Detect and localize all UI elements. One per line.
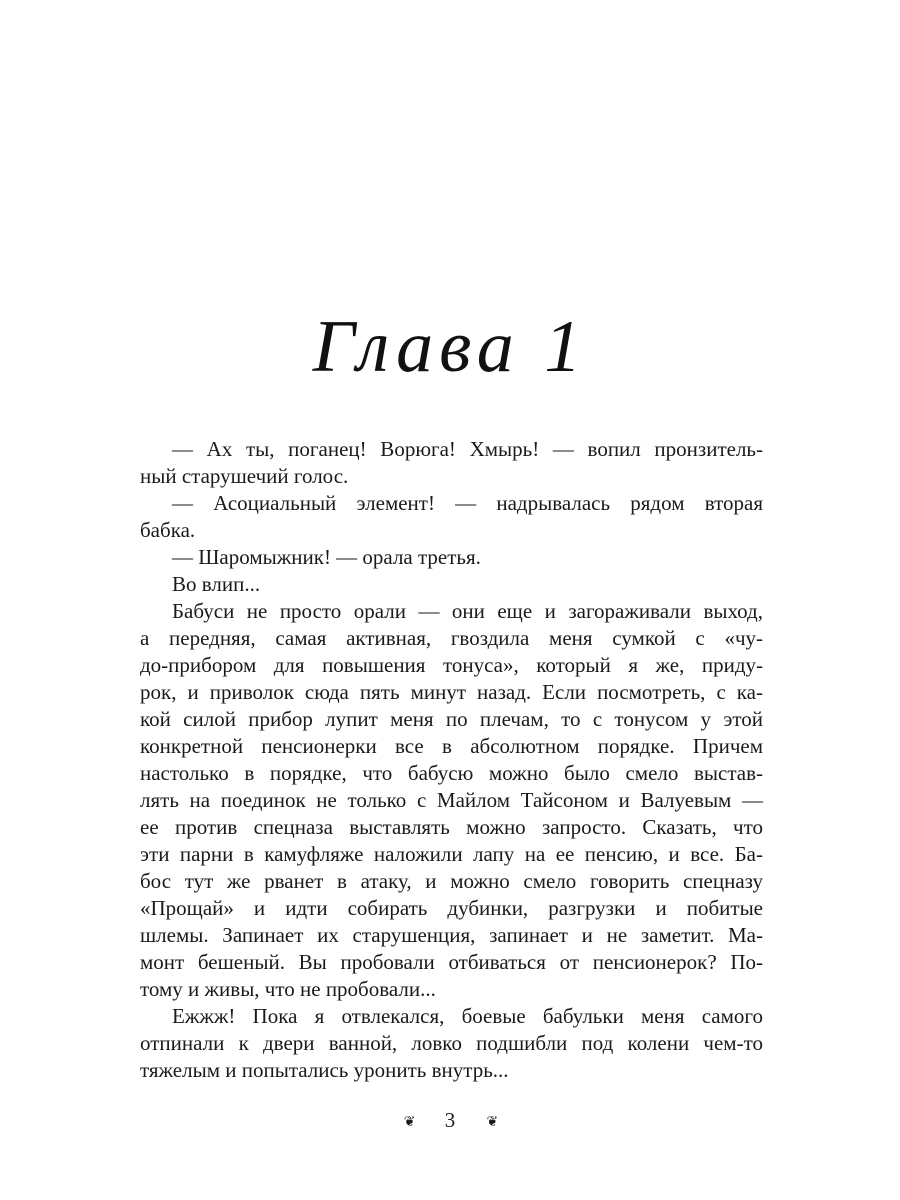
text-line: шлемы. Запинает их старушенция, запинает и не заметит. Ма- xyxy=(140,923,763,947)
text-line: до-прибором для повышения тонуса», который я же, приду- xyxy=(140,653,763,677)
text-line: а передняя, самая активная, гвоздила меня сумкой с «чу- xyxy=(140,626,763,650)
text-line: Ежжж! Пока я отвлекался, боевые бабульки меня самого xyxy=(172,1004,763,1028)
text-line: — Ах ты, поганец! Ворюга! Хмырь! — вопил пронзитель- xyxy=(172,437,763,461)
page-footer xyxy=(0,1108,900,1133)
ornament-right-icon: ❦ xyxy=(486,1114,497,1130)
text-line: кой силой прибор лупит меня по плечам, то с тонусом у этой xyxy=(140,707,763,731)
paragraph xyxy=(140,544,763,571)
text-line: отпинали к двери ванной, ловко подшибли под колени чем-то xyxy=(140,1031,763,1055)
text-line: тяжелым и попытались уронить внутрь... xyxy=(140,1058,509,1082)
text-line: эти парни в камуфляже наложили лапу на ее пенсию, и все. Ба- xyxy=(140,842,763,866)
text-line: Бабуси не просто орали — они еще и загораживали выход, xyxy=(172,599,763,623)
text-line: бабка. xyxy=(140,518,196,542)
page-number: 3 xyxy=(444,1108,456,1132)
text-line: ный старушечий голос. xyxy=(140,464,349,488)
body-text xyxy=(140,436,763,1084)
paragraph xyxy=(140,436,763,490)
text-line: конкретной пенсионерки все в абсолютном порядке. Причем xyxy=(140,734,763,758)
text-line: лять на поединок не только с Майлом Тайсоном и Валуевым — xyxy=(140,788,763,812)
text-line: ее против спецназа выставлять можно запросто. Сказать, что xyxy=(140,815,763,839)
chapter-title: Глава 1 xyxy=(312,305,588,388)
paragraph xyxy=(140,1003,763,1084)
text-line: бос тут же рванет в атаку, и можно смело говорить спецназу xyxy=(140,869,763,893)
ornament-left-icon: ❦ xyxy=(403,1114,414,1130)
text-line: — Асоциальный элемент! — надрывалась рядом вторая xyxy=(172,491,763,515)
text-line: монт бешеный. Вы пробовали отбиваться от пенсионерок? По- xyxy=(140,950,763,974)
paragraph xyxy=(140,490,763,544)
text-line: тому и живы, что не пробовали... xyxy=(140,977,436,1001)
text-line: «Прощай» и идти собирать дубинки, разгрузки и побитые xyxy=(140,896,763,920)
text-line: настолько в порядке, что бабусю можно было смело выстав- xyxy=(140,761,763,785)
text-line: рок, и приволок сюда пять минут назад. Если посмотреть, с ка- xyxy=(140,680,763,704)
paragraph xyxy=(140,598,763,1003)
paragraph xyxy=(140,571,763,598)
text-line: — Шаромыжник! — орала третья. xyxy=(172,545,481,569)
text-line: Во влип... xyxy=(172,572,261,596)
